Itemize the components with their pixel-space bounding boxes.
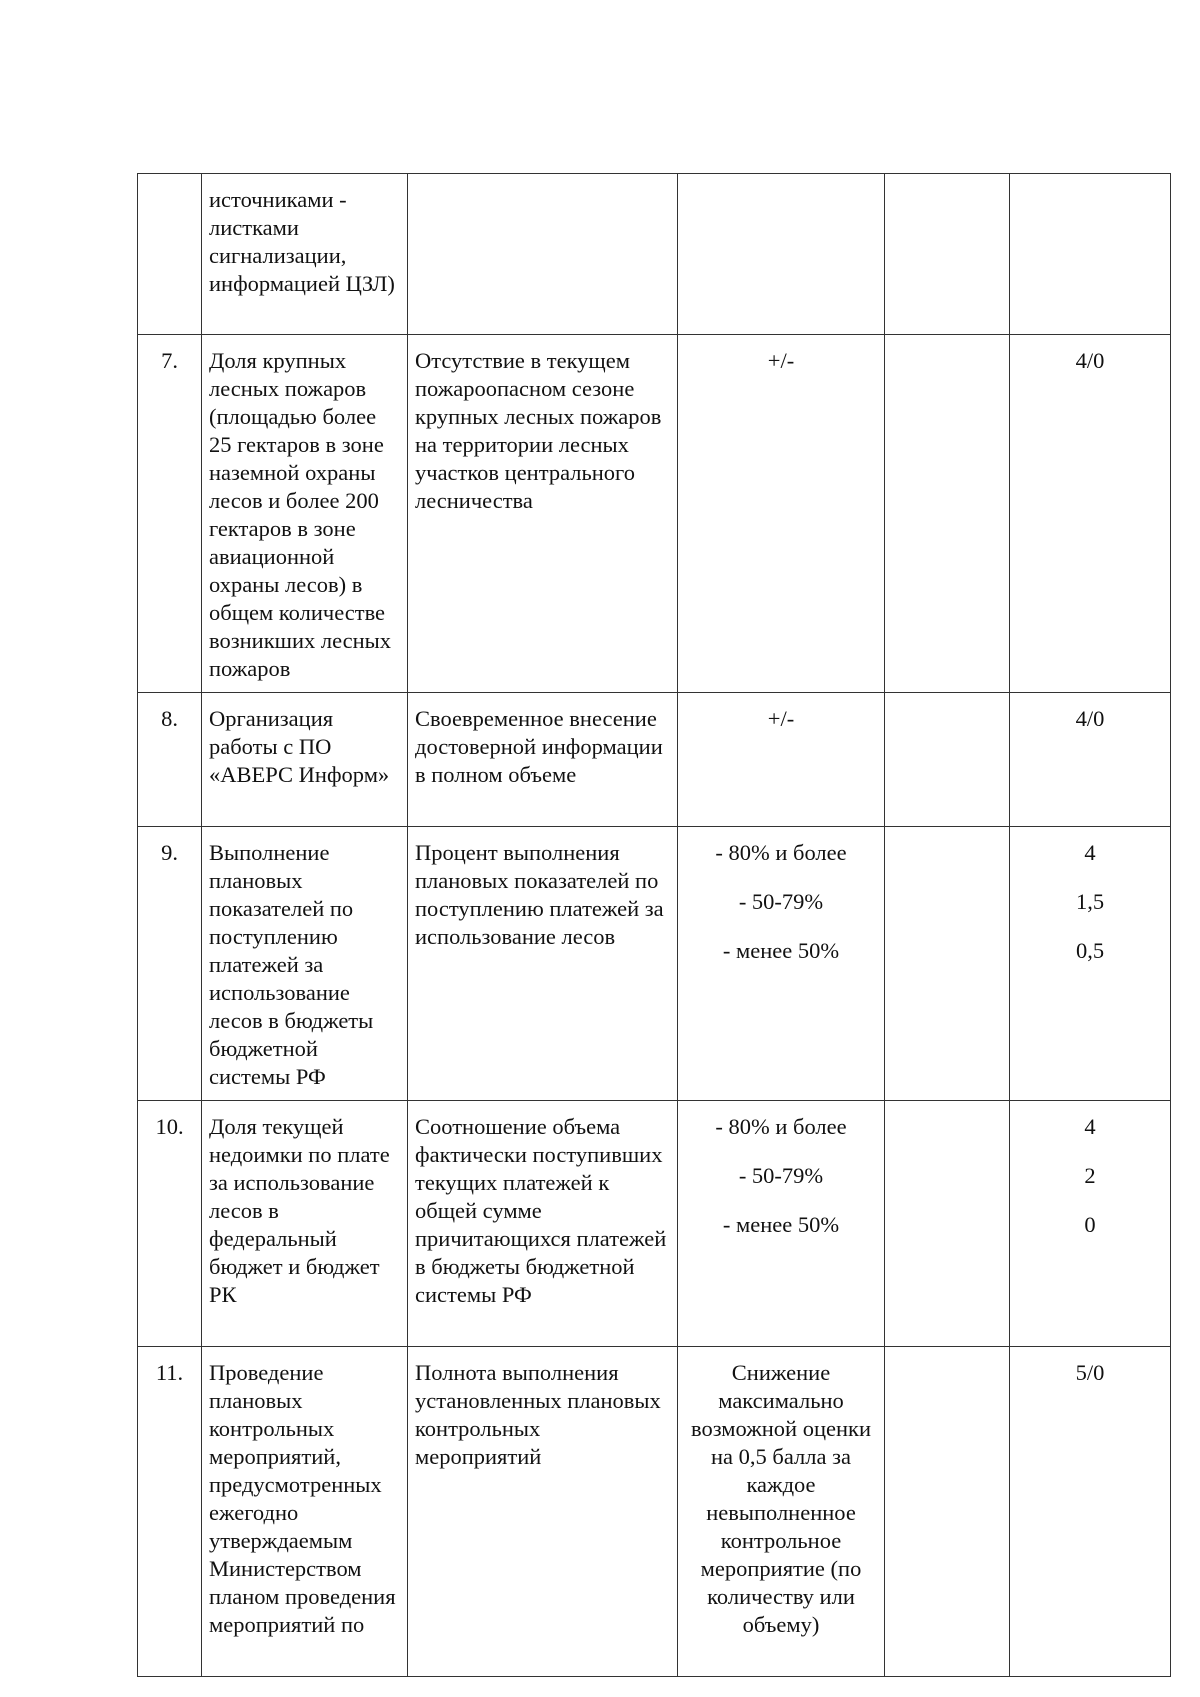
empty-cell (885, 174, 1010, 335)
indicator-name: Доля крупных лесных пожаров (площадью более 25 гектаров в зоне наземной охраны лесов и более 200 гектаров в зоне авиационной охраны лесов) в общем количестве возникших лесных пожаров (202, 335, 408, 693)
indicator-criterion: Отсутствие в текущем пожароопасном сезоне крупных лесных пожаров на территории лесных участков центрального лесничества (408, 335, 678, 693)
indicator-scores (1010, 1101, 1171, 1347)
row-number: 7. (138, 335, 202, 693)
score-value: 4/0 (1075, 706, 1105, 731)
indicator-criterion: Соотношение объема фактически поступивших текущих платежей к общей сумме причитающихся платежей в бюджеты бюджетной системы РФ (408, 1101, 678, 1347)
indicator-values (678, 827, 885, 1101)
value-option: +/- (767, 348, 795, 373)
empty-cell (885, 1347, 1010, 1677)
score-value: 2 (1084, 1163, 1096, 1188)
value-option: - менее 50% (722, 1212, 840, 1237)
indicator-name: Организация работы с ПО «АВЕРС Информ» (202, 693, 408, 827)
score-value: 4 (1084, 1114, 1096, 1139)
score-value: 0 (1084, 1212, 1096, 1237)
score-value: 4 (1084, 840, 1096, 865)
row-number (138, 174, 202, 335)
empty-cell (885, 335, 1010, 693)
indicator-criterion (408, 174, 678, 335)
value-option: +/- (767, 706, 795, 731)
table-row (138, 335, 1171, 693)
indicator-scores (1010, 335, 1171, 693)
score-value: 1,5 (1075, 889, 1105, 914)
value-option: - 80% и более (715, 1114, 847, 1139)
empty-cell (885, 827, 1010, 1101)
empty-cell (885, 1101, 1010, 1347)
row-number: 9. (138, 827, 202, 1101)
indicator-criterion: Полнота выполнения установленных плановых контрольных мероприятий (408, 1347, 678, 1677)
row-number: 10. (138, 1101, 202, 1347)
criteria-table (137, 173, 1171, 1677)
indicator-scores (1010, 693, 1171, 827)
indicator-criterion: Своевременное внесение достоверной информации в полном объеме (408, 693, 678, 827)
table-row (138, 1347, 1171, 1677)
value-option: - менее 50% (722, 938, 840, 963)
indicator-values (678, 335, 885, 693)
empty-cell (885, 693, 1010, 827)
table-row (138, 174, 1171, 335)
indicator-values (678, 174, 885, 335)
indicator-criterion: Процент выполнения плановых показателей по поступлению платежей за использование лесов (408, 827, 678, 1101)
indicator-name: Доля текущей недоимки по плате за использование лесов в федеральный бюджет и бюджет РК (202, 1101, 408, 1347)
row-number: 8. (138, 693, 202, 827)
score-value: 0,5 (1075, 938, 1105, 963)
indicator-name: Проведение плановых контрольных мероприятий, предусмотренных ежегодно утверждаемым Министерством планом проведения мероприятий по (202, 1347, 408, 1677)
value-option: Снижение максимально возможной оценки на 0,5 балла за каждое невыполненное контрольное мероприятие (по количеству или объему) (690, 1360, 871, 1637)
indicator-values (678, 693, 885, 827)
score-value: 5/0 (1075, 1360, 1105, 1385)
value-option: - 50-79% (738, 889, 824, 914)
value-option: - 80% и более (715, 840, 847, 865)
table-row (138, 827, 1171, 1101)
value-option: - 50-79% (738, 1163, 824, 1188)
indicator-values (678, 1101, 885, 1347)
indicator-scores (1010, 1347, 1171, 1677)
indicator-values (678, 1347, 885, 1677)
table-row (138, 1101, 1171, 1347)
table-row (138, 693, 1171, 827)
criteria-table-body (138, 174, 1171, 1677)
indicator-scores (1010, 174, 1171, 335)
row-number: 11. (138, 1347, 202, 1677)
score-value: 4/0 (1075, 348, 1105, 373)
indicator-name: источниками - листками сигнализации, информацией ЦЗЛ) (202, 174, 408, 335)
indicator-name: Выполнение плановых показателей по поступлению платежей за использование лесов в бюджеты бюджетной системы РФ (202, 827, 408, 1101)
indicator-scores (1010, 827, 1171, 1101)
